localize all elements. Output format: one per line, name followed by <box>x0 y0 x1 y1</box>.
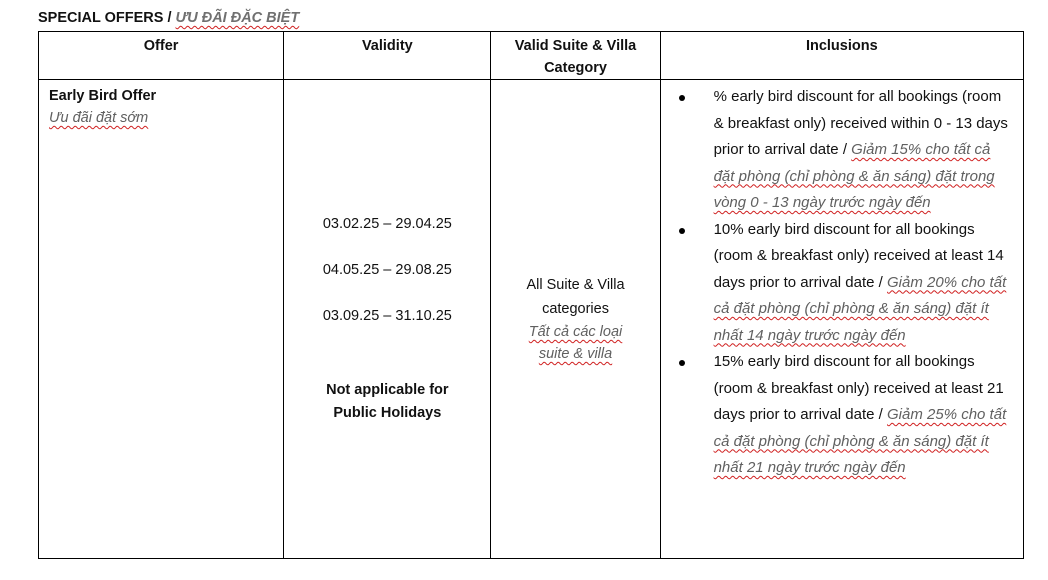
section-heading-en: SPECIAL OFFERS / <box>38 10 176 26</box>
bullet-icon <box>679 228 685 234</box>
list-item <box>679 84 1011 217</box>
validity-cell <box>284 80 491 559</box>
section-heading <box>38 10 299 26</box>
inclusion-vn: Giảm 20% cho tất cả đặt phòng (chỉ phòng & ăn sáng) đặt ít nhất 14 ngày trước ngày đến <box>713 273 1007 344</box>
table-header-row <box>39 32 1024 80</box>
table-row <box>39 80 1024 559</box>
validity-date-1: 03.02.25 – 29.04.25 <box>322 216 452 232</box>
header-inclusions: Inclusions <box>660 32 1023 80</box>
inclusions-cell <box>660 80 1023 559</box>
bullet-icon <box>679 95 685 101</box>
category-vn: Tất cả các loại suite & villa <box>528 324 623 362</box>
offer-title: Early Bird Offer <box>49 88 157 104</box>
special-offers-table <box>38 31 1024 559</box>
header-validity: Validity <box>284 32 491 80</box>
bullet-icon <box>679 360 685 366</box>
section-heading-vn: ƯU ĐÃI ĐẶC BIỆT <box>175 10 300 26</box>
inclusion-en: % early bird discount for all bookings (room & breakfast only) received within 0 - 13 days prior to arrival date / <box>713 88 1008 158</box>
inclusion-vn: Giảm 15% cho tất cả đặt phòng (chỉ phòng & ăn sáng) đặt trong vòng 0 - 13 ngày trước ngày đến <box>713 141 995 211</box>
inclusion-en: 10% early bird discount for all bookings (room & breakfast only) received at least 14 days prior to arrival date / <box>713 220 1004 291</box>
inclusions-list <box>679 84 1011 482</box>
inclusion-en: 15% early bird discount for all bookings (room & breakfast only) received at least 21 days prior to arrival date / <box>713 353 1004 423</box>
list-item <box>679 217 1011 350</box>
offer-title-vn: Ưu đãi đặt sớm <box>49 110 149 126</box>
offer-cell <box>39 80 284 559</box>
inclusion-vn: Giảm 25% cho tất cả đặt phòng (chỉ phòng & ăn sáng) đặt ít nhất 21 ngày trước ngày đến <box>713 406 1007 476</box>
validity-date-2: 04.05.25 – 29.08.25 <box>322 262 452 278</box>
header-category: Valid Suite & Villa Category <box>491 32 660 80</box>
category-en: All Suite & Villa categories <box>526 277 625 317</box>
list-item <box>679 349 1011 482</box>
header-offer: Offer <box>39 32 284 80</box>
category-cell <box>491 80 660 559</box>
validity-date-3: 03.09.25 – 31.10.25 <box>322 308 452 324</box>
validity-note: Not applicable for Public Holidays <box>326 382 449 421</box>
